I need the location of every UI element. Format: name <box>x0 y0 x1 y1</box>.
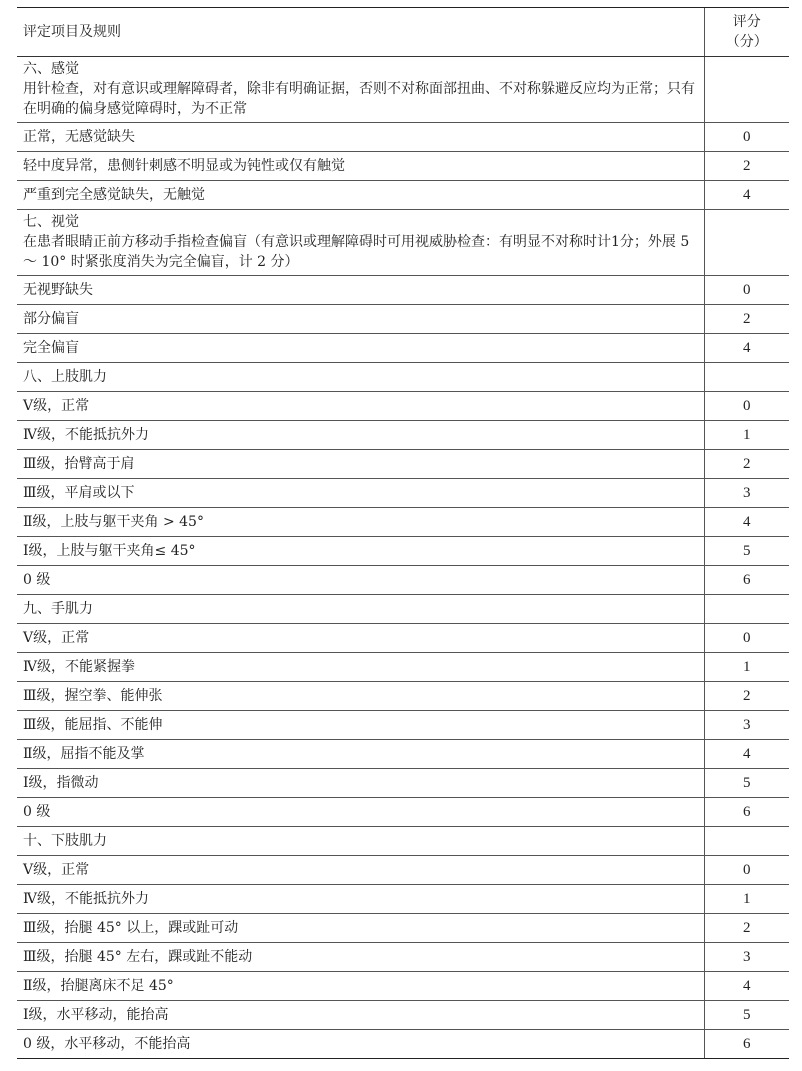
item-label: Ⅲ级，抬腿 45° 左右，踝或趾不能动 <box>17 943 704 972</box>
table-row <box>17 1001 789 1030</box>
item-label: Ⅰ级，上肢与躯干夹角≤ 45° <box>17 537 704 566</box>
score-value: 3 <box>704 943 789 972</box>
item-label: 0 级，水平移动，不能抬高 <box>17 1030 704 1059</box>
header-score-line1: 评分 <box>732 14 761 30</box>
item-label: 严重到完全感觉缺失，无触觉 <box>17 181 704 210</box>
item-label: Ⅰ级，水平移动，能抬高 <box>17 1001 704 1030</box>
item-label: 无视野缺失 <box>17 276 704 305</box>
item-label: Ⅲ级，抬臂高于肩 <box>17 450 704 479</box>
table-row <box>17 653 789 682</box>
score-value: 0 <box>704 123 789 152</box>
table-row <box>17 972 789 1001</box>
score-value: 4 <box>704 508 789 537</box>
score-value: 6 <box>704 798 789 827</box>
table-row <box>17 305 789 334</box>
item-label: Ⅲ级，能屈指、不能伸 <box>17 711 704 740</box>
score-value: 5 <box>704 537 789 566</box>
table-row <box>17 152 789 181</box>
score-value: 4 <box>704 972 789 1001</box>
score-value: 2 <box>704 305 789 334</box>
table-row <box>17 856 789 885</box>
item-label: Ⅱ级，抬腿离床不足 45° <box>17 972 704 1001</box>
table-row <box>17 508 789 537</box>
header-score <box>704 8 789 57</box>
score-value <box>704 57 789 123</box>
item-label: 正常，无感觉缺失 <box>17 123 704 152</box>
item-label: 九、手肌力 <box>17 595 704 624</box>
section-cell <box>17 57 704 123</box>
table-row <box>17 914 789 943</box>
score-value: 2 <box>704 682 789 711</box>
score-value: 0 <box>704 276 789 305</box>
item-label: Ⅴ级，正常 <box>17 856 704 885</box>
table-row <box>17 682 789 711</box>
item-label: Ⅰ级，指微动 <box>17 769 704 798</box>
table-row <box>17 711 789 740</box>
score-value: 3 <box>704 479 789 508</box>
table-row <box>17 943 789 972</box>
item-label: Ⅲ级，抬腿 45° 以上，踝或趾可动 <box>17 914 704 943</box>
table-row <box>17 566 789 595</box>
score-value: 1 <box>704 421 789 450</box>
table-row <box>17 479 789 508</box>
table-row <box>17 334 789 363</box>
section-row <box>17 210 789 276</box>
section-title: 六、感觉 <box>23 61 79 77</box>
table-header-row <box>17 8 789 57</box>
item-label: Ⅴ级，正常 <box>17 624 704 653</box>
table-row <box>17 181 789 210</box>
item-label: Ⅱ级，屈指不能及掌 <box>17 740 704 769</box>
item-label: 0 级 <box>17 798 704 827</box>
score-value: 2 <box>704 152 789 181</box>
score-value: 4 <box>704 334 789 363</box>
score-value: 5 <box>704 1001 789 1030</box>
item-label: Ⅳ级，不能抵抗外力 <box>17 885 704 914</box>
score-value <box>704 363 789 392</box>
table-row <box>17 827 789 856</box>
score-value: 0 <box>704 856 789 885</box>
table-body <box>17 57 789 1059</box>
item-label: Ⅲ级，握空拳、能伸张 <box>17 682 704 711</box>
table-row <box>17 1030 789 1059</box>
score-value: 1 <box>704 885 789 914</box>
score-value: 3 <box>704 711 789 740</box>
section-title: 七、视觉 <box>23 214 79 230</box>
score-value: 0 <box>704 624 789 653</box>
item-label: 十、下肢肌力 <box>17 827 704 856</box>
score-value <box>704 210 789 276</box>
section-cell <box>17 210 704 276</box>
score-value: 6 <box>704 1030 789 1059</box>
table-row <box>17 392 789 421</box>
score-value: 2 <box>704 450 789 479</box>
item-label: Ⅳ级，不能抵抗外力 <box>17 421 704 450</box>
section-description: 在患者眼睛正前方移动手指检查偏盲（有意识或理解障碍时可用视威胁检查：有明显不对称时计1分；外展 5 ～ 10° 时紧张度消失为完全偏盲，计 2 分） <box>23 234 690 270</box>
score-value: 6 <box>704 566 789 595</box>
score-value: 2 <box>704 914 789 943</box>
header-score-line2: （分） <box>725 34 768 50</box>
item-label: Ⅳ级，不能紧握拳 <box>17 653 704 682</box>
score-value <box>704 595 789 624</box>
table-row <box>17 740 789 769</box>
table-row <box>17 450 789 479</box>
table-row <box>17 885 789 914</box>
item-label: Ⅴ级，正常 <box>17 392 704 421</box>
table-row <box>17 123 789 152</box>
score-value: 4 <box>704 181 789 210</box>
table-row <box>17 769 789 798</box>
section-description: 用针检查，对有意识或理解障碍者，除非有明确证据，否则不对称面部扭曲、不对称躲避反应均为正常；只有在明确的偏身感觉障碍时，为不正常 <box>23 81 695 117</box>
table-row <box>17 276 789 305</box>
item-label: 0 级 <box>17 566 704 595</box>
score-value: 5 <box>704 769 789 798</box>
table-row <box>17 798 789 827</box>
item-label: Ⅱ级，上肢与躯干夹角 > 45° <box>17 508 704 537</box>
item-label: 部分偏盲 <box>17 305 704 334</box>
item-label: 轻中度异常，患侧针刺感不明显或为钝性或仅有触觉 <box>17 152 704 181</box>
header-item: 评定项目及规则 <box>17 8 704 57</box>
section-row <box>17 57 789 123</box>
table-row <box>17 624 789 653</box>
item-label: Ⅲ级，平肩或以下 <box>17 479 704 508</box>
table-row <box>17 595 789 624</box>
score-value: 4 <box>704 740 789 769</box>
score-value: 1 <box>704 653 789 682</box>
score-table <box>17 7 789 1059</box>
table-row <box>17 421 789 450</box>
item-label: 八、上肢肌力 <box>17 363 704 392</box>
item-label: 完全偏盲 <box>17 334 704 363</box>
table-row <box>17 537 789 566</box>
score-value <box>704 827 789 856</box>
table-row <box>17 363 789 392</box>
score-value: 0 <box>704 392 789 421</box>
